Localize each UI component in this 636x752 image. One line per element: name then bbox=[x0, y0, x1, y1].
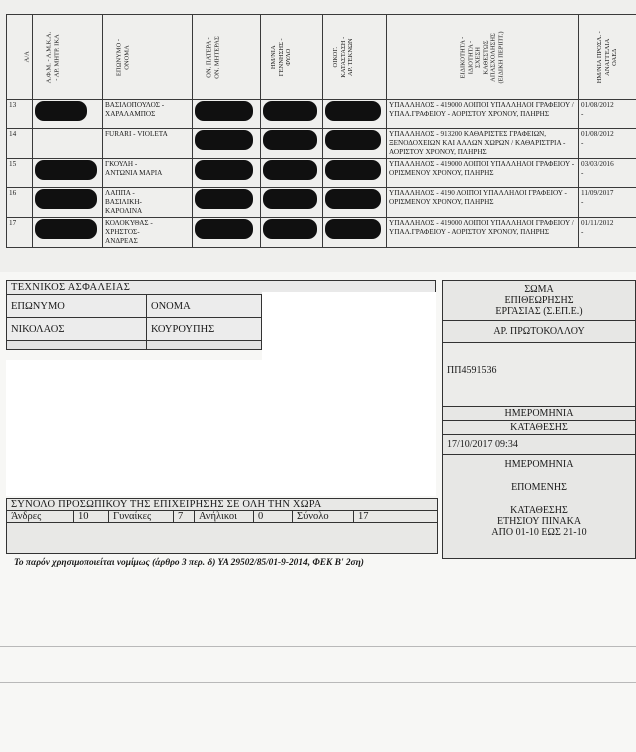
sepe-title-line2: ΕΠΙΘΕΩΡΗΣΗΣ bbox=[504, 295, 574, 306]
scan-line bbox=[0, 682, 636, 683]
redacted-afm bbox=[33, 129, 103, 159]
header-name: ΕΠΩΝΥΜΟ - ΟΝΟΜΑ bbox=[103, 15, 193, 100]
next-label-2: ΕΠΟΜΕΝΗΣ bbox=[511, 482, 567, 493]
sepe-panel bbox=[442, 280, 636, 559]
redacted-afm bbox=[33, 188, 103, 218]
total-count: 17 bbox=[358, 511, 369, 522]
redacted-parents bbox=[193, 129, 261, 159]
totals-title: ΣΥΝΟΛΟ ΠΡΟΣΩΠΙΚΟΥ ΤΗΣ ΕΠΙΧΕΙΡΗΣΗΣ ΣΕ ΟΛΗ ΤΗΝ ΧΩΡΑ bbox=[7, 499, 437, 511]
tech-surname-label: ΕΠΩΝΥΜΟ bbox=[7, 295, 147, 318]
row-name: ΚΟΛΟΚΥΘΑΣ - ΧΡΗΣΤΟΣ- ΑΝΔΡΕΑΣ bbox=[103, 218, 193, 248]
row-name: ΒΑΣΙΛΟΠΟΥΛΟΣ - ΧΑΡΑΛΑΜΠΟΣ bbox=[103, 100, 193, 129]
row-date: 01/08/2012 - bbox=[579, 129, 636, 159]
redacted-family bbox=[323, 218, 387, 248]
redacted-family bbox=[323, 129, 387, 159]
staff-totals bbox=[6, 498, 438, 554]
row-role: ΥΠΑΛΛΗΛΟΣ - 913200 ΚΑΘΑΡΙΣΤΕΣ ΓΡΑΦΕΙΩΝ, ΞΕΝΟΔΟΧΕΙΩΝ ΚΑΙ ΑΛΛΩΝ ΧΩΡΩΝ / ΚΑΘΑΡΙΣΤΡΙΑ - ΑΟΡΙΣΤΟΥ ΧΡΟΝΟΥ, ΠΛΗΡΗΣ bbox=[387, 129, 579, 159]
tech-gap-cell bbox=[7, 341, 147, 350]
redacted-parents bbox=[193, 218, 261, 248]
tech-name-label: ΟΝΟΜΑ bbox=[147, 295, 262, 318]
tech-safety-title: ΤΕΧΝΙΚΟΣ ΑΣΦΑΛΕΙΑΣ bbox=[6, 280, 436, 295]
redacted-birth bbox=[261, 129, 323, 159]
protocol-label: ΑΡ. ΠΡΩΤΟΚΟΛΛΟΥ bbox=[443, 321, 635, 343]
next-date-block bbox=[443, 455, 635, 538]
row-aa: 14 bbox=[7, 129, 33, 159]
scan-line bbox=[0, 646, 636, 647]
row-role: ΥΠΑΛΛΗΛΟΣ - 419000 ΛΟΙΠΟΙ ΥΠΑΛΛΗΛΟΙ ΓΡΑΦΕΙΟΥ / ΥΠΑΛ.ΓΡΑΦΕΙΟΥ - ΑΟΡΙΣΤΟΥ ΧΡΟΝΟΥ, ΠΛΗΡΗΣ bbox=[387, 100, 579, 129]
sepe-title bbox=[443, 281, 635, 321]
table-row bbox=[7, 100, 636, 129]
sepe-title-line3: ΕΡΓΑΣΙΑΣ (Σ.ΕΠ.Ε.) bbox=[495, 306, 583, 317]
header-hire-date: ΗΜ/ΝΙΑ ΠΡΟΣΛ. - ΑΝΑΓΓΕΛΙΑ ΟΑΕΔ bbox=[579, 15, 636, 100]
row-aa: 15 bbox=[7, 159, 33, 188]
date-label-2: ΚΑΤΑΘΕΣΗΣ bbox=[443, 421, 635, 435]
minors-label: Ανήλικοι bbox=[195, 511, 254, 522]
protocol-value: ΠΠ4591536 bbox=[443, 343, 635, 407]
row-role: ΥΠΑΛΛΗΛΟΣ - 4190 ΛΟΙΠΟΙ ΥΠΑΛΛΗΛΟΙ ΓΡΑΦΕΙΟΥ - ΟΡΙΣΜΕΝΟΥ ΧΡΟΝΟΥ, ΠΛΗΡΗΣ bbox=[387, 188, 579, 218]
date-value: 17/10/2017 09:34 bbox=[443, 435, 635, 455]
row-aa: 13 bbox=[7, 100, 33, 129]
redacted-parents bbox=[193, 100, 261, 129]
row-name: FURARI - VIOLETA bbox=[103, 129, 193, 159]
table-row bbox=[7, 218, 636, 248]
sepe-title-line1: ΣΩΜΑ bbox=[524, 284, 554, 295]
row-role: ΥΠΑΛΛΗΛΟΣ - 419000 ΛΟΙΠΟΙ ΥΠΑΛΛΗΛΟΙ ΓΡΑΦΕΙΟΥ - ΟΡΙΣΜΕΝΟΥ ΧΡΟΝΟΥ, ΠΛΗΡΗΣ bbox=[387, 159, 579, 188]
header-parents: ΟΝ. ΠΑΤΕΡΑ - ΟΝ. ΜΗΤΕΡΑΣ bbox=[193, 15, 261, 100]
redacted-birth bbox=[261, 159, 323, 188]
totals-row bbox=[7, 511, 437, 523]
minors-count: 0 bbox=[254, 511, 293, 522]
row-role: ΥΠΑΛΛΗΛΟΣ - 419000 ΛΟΙΠΟΙ ΥΠΑΛΛΗΛΟΙ ΓΡΑΦΕΙΟΥ / ΥΠΑΛ.ΓΡΑΦΕΙΟΥ - ΑΟΡΙΣΤΟΥ ΧΡΟΝΟΥ, ΠΛΗΡΗΣ bbox=[387, 218, 579, 248]
row-date: 11/09/2017 - bbox=[579, 188, 636, 218]
men-label: Άνδρες bbox=[7, 511, 74, 522]
table-row bbox=[7, 129, 636, 159]
row-aa: 16 bbox=[7, 188, 33, 218]
blank-area bbox=[6, 360, 436, 496]
redacted-afm bbox=[33, 159, 103, 188]
row-date: 01/08/2012 - bbox=[579, 100, 636, 129]
legal-footnote: Το παρόν χρησιμοποιείται νομίμως (άρθρο 3 περ. δ) ΥΑ 29502/85/01-9-2014, ΦΕΚ Β' 2ση) bbox=[14, 558, 364, 568]
next-label-3: ΚΑΤΑΘΕΣΗΣ bbox=[510, 505, 568, 516]
redacted-birth bbox=[261, 100, 323, 129]
next-label-1: ΗΜΕΡΟΜΗΝΙΑ bbox=[504, 459, 574, 470]
row-name: ΛΑΠΠΑ - ΒΑΣΙΛΙΚΗ- ΚΑΡΟΛΙΝΑ bbox=[103, 188, 193, 218]
row-date: 01/11/2012 - bbox=[579, 218, 636, 248]
redacted-family bbox=[323, 100, 387, 129]
redacted-afm bbox=[33, 218, 103, 248]
row-aa: 17 bbox=[7, 218, 33, 248]
redacted-parents bbox=[193, 188, 261, 218]
redacted-family bbox=[323, 188, 387, 218]
header-afm: Α.Φ.Μ. - Α.Μ.Κ.Α. - ΑΡ. ΜΗΤΡ. ΙΚΑ bbox=[33, 15, 103, 100]
redacted-birth bbox=[261, 218, 323, 248]
next-label-4: ΕΤΗΣΙΟΥ ΠΙΝΑΚΑ bbox=[496, 516, 582, 527]
header-family: ΟΙΚΟΓ. ΚΑΤΑΣΤΑΣΗ - ΑΡ. ΤΕΚΝΩΝ bbox=[323, 15, 387, 100]
men-count: 10 bbox=[74, 511, 109, 522]
women-count: 7 bbox=[174, 511, 195, 522]
staff-table bbox=[6, 14, 636, 248]
blank-area bbox=[262, 292, 436, 362]
row-date: 03/03/2016 - bbox=[579, 159, 636, 188]
table-header-row bbox=[7, 15, 636, 100]
date-label-1: ΗΜΕΡΟΜΗΝΙΑ bbox=[443, 407, 635, 421]
redacted-family bbox=[323, 159, 387, 188]
women-label: Γυναίκες bbox=[109, 511, 174, 522]
header-birth: ΗΜ/ΝΙΑ ΓΕΝΝΗΣΗΣ - ΦΥΛΟ bbox=[261, 15, 323, 100]
tech-surname-value: ΝΙΚΟΛΑΟΣ bbox=[7, 318, 147, 341]
header-role: ΕΙΔΙΚΟΤΗΤΑ - ΙΔΙΟΤΗΤΑ - ΣΧΕΣΗ ΚΑΘΕΣΤΩΣ ΑΠΑΣΧΟΛΗΣΗΣ (ΕΙΔΙΚΗ ΠΕΡΙΠΤ.) bbox=[387, 15, 579, 100]
table-row bbox=[7, 188, 636, 218]
tech-name-value: ΚΟΥΡΟΥΠΗΣ bbox=[147, 318, 262, 341]
next-label-5: ΑΠΟ 01-10 ΕΩΣ 21-10 bbox=[491, 527, 587, 538]
total-label: Σύνολο bbox=[293, 511, 354, 522]
redacted-birth bbox=[261, 188, 323, 218]
redacted-afm bbox=[33, 100, 103, 129]
table-row bbox=[7, 159, 636, 188]
tech-gap-cell bbox=[147, 341, 262, 350]
header-aa: Α/Α bbox=[7, 15, 33, 100]
redacted-parents bbox=[193, 159, 261, 188]
row-name: ΓΚΟΥΛΗ - ΑΝΤΩΝΙΑ ΜΑΡΙΑ bbox=[103, 159, 193, 188]
